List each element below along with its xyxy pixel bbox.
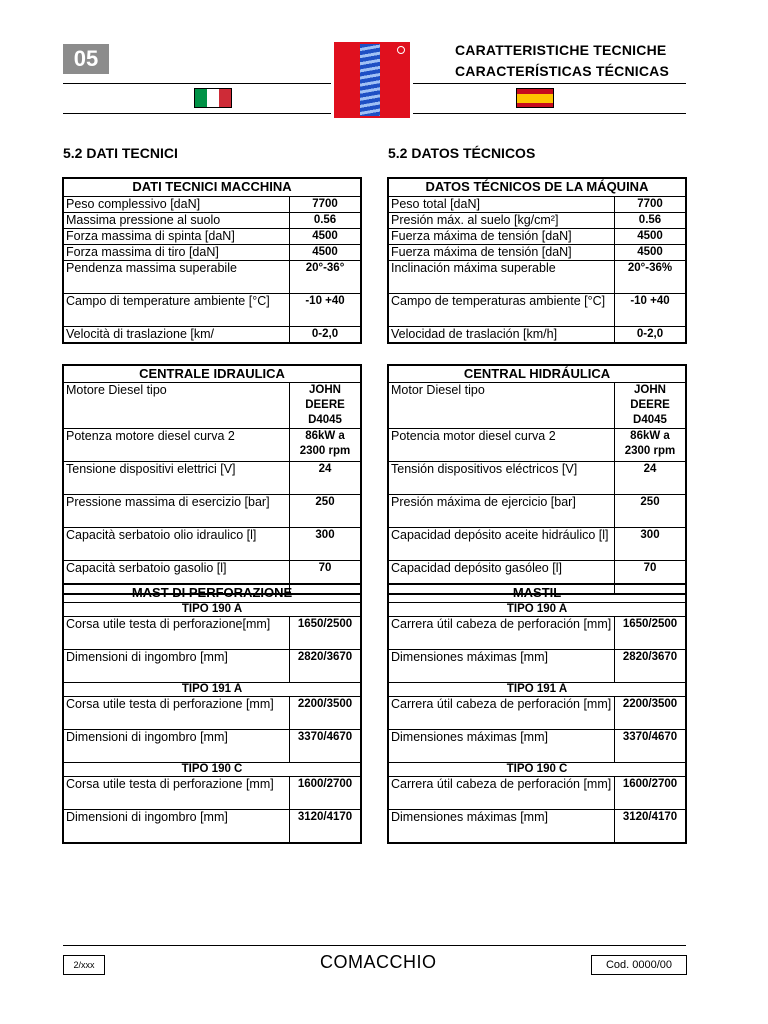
machine-table-it xyxy=(63,178,361,343)
spec-value: 2200/3500 xyxy=(290,697,361,730)
mast-table-title: MAST DI PERFORAZIONE xyxy=(64,585,361,603)
mast-spec-row xyxy=(389,810,686,843)
spec-label: Velocità di traslazione [km/ xyxy=(64,327,290,343)
spec-value: JOHN DEERE D4045 xyxy=(615,383,686,429)
spec-label: Presión máx. al suelo [kg/cm²] xyxy=(389,213,615,229)
machine-spec-row xyxy=(389,197,686,213)
spec-value: 70 xyxy=(615,561,686,594)
header-rule xyxy=(413,83,686,84)
machine-spec-row xyxy=(64,294,361,327)
mast-table-es xyxy=(388,584,686,843)
spec-value: 2200/3500 xyxy=(615,697,686,730)
mast-spec-row xyxy=(389,777,686,810)
spec-label: Pendenza massima superabile xyxy=(64,261,290,294)
mast-spec-row xyxy=(64,697,361,730)
mast-type-heading: TIPO 190 C xyxy=(389,763,686,777)
spec-label: Campo di temperature ambiente [°C] xyxy=(64,294,290,327)
section-heading-es: 5.2 DATOS TÉCNICOS xyxy=(388,145,536,161)
spec-label: Capacidad depósito aceite hidráulico [l] xyxy=(389,528,615,561)
mast-type-heading: TIPO 190 A xyxy=(389,603,686,617)
spec-label: Velocidad de traslación [km/h] xyxy=(389,327,615,343)
spec-value: 300 xyxy=(290,528,361,561)
spec-label: Capacidad depósito gasóleo [l] xyxy=(389,561,615,594)
spec-value: 70 xyxy=(290,561,361,594)
header-title-es: CARACTERÍSTICAS TÉCNICAS xyxy=(455,63,670,79)
spec-label: Peso complessivo [daN] xyxy=(64,197,290,213)
hydraulic-spec-row xyxy=(389,462,686,495)
spec-label: Campo de temperaturas ambiente [°C] xyxy=(389,294,615,327)
spec-label: Dimensioni di ingombro [mm] xyxy=(64,810,290,843)
spec-label: Corsa utile testa di perforazione [mm] xyxy=(64,777,290,810)
spec-label: Dimensiones máximas [mm] xyxy=(389,810,615,843)
spec-value: 0.56 xyxy=(615,213,686,229)
spec-value: 3370/4670 xyxy=(615,730,686,763)
machine-spec-row xyxy=(389,229,686,245)
spec-label: Carrera útil cabeza de perforación [mm] xyxy=(389,697,615,730)
spec-label: Capacità serbatoio gasolio [l] xyxy=(64,561,290,594)
hydraulic-spec-row xyxy=(389,383,686,429)
spec-label: Potencia motor diesel curva 2 xyxy=(389,429,615,462)
spec-value: 24 xyxy=(290,462,361,495)
spec-value: 3120/4170 xyxy=(615,810,686,843)
brand-logo xyxy=(334,42,410,118)
mast-type-heading: TIPO 190 A xyxy=(64,603,361,617)
hydraulic-table-title: CENTRAL HIDRÁULICA xyxy=(389,366,686,383)
spec-label: Corsa utile testa di perforazione [mm] xyxy=(64,697,290,730)
spec-label: Carrera útil cabeza de perforación [mm] xyxy=(389,777,615,810)
mast-spec-row xyxy=(389,697,686,730)
spec-value: 7700 xyxy=(615,197,686,213)
spec-label: Corsa utile testa di perforazione[mm] xyxy=(64,617,290,650)
spec-value: 4500 xyxy=(615,245,686,261)
machine-spec-row xyxy=(64,197,361,213)
machine-spec-row xyxy=(64,261,361,294)
hydraulic-spec-row xyxy=(64,429,361,462)
spec-value: JOHN DEERE D4045 xyxy=(290,383,361,429)
mast-spec-row xyxy=(64,730,361,763)
hydraulic-table-it xyxy=(63,365,361,594)
machine-spec-row xyxy=(389,245,686,261)
spec-label: Tensión dispositivos eléctricos [V] xyxy=(389,462,615,495)
hydraulic-table-title: CENTRALE IDRAULICA xyxy=(64,366,361,383)
spec-label: Fuerza máxima de tensión [daN] xyxy=(389,245,615,261)
header-rule xyxy=(63,113,331,114)
spec-label: Fuerza máxima de tensión [daN] xyxy=(389,229,615,245)
spec-label: Capacità serbatoio olio idraulico [l] xyxy=(64,528,290,561)
spec-value: -10 +40 xyxy=(290,294,361,327)
mast-spec-row xyxy=(389,617,686,650)
spec-label: Motor Diesel tipo xyxy=(389,383,615,429)
spec-label: Tensione dispositivi elettrici [V] xyxy=(64,462,290,495)
spec-value: 3120/4170 xyxy=(290,810,361,843)
machine-spec-row xyxy=(64,229,361,245)
spec-value: 4500 xyxy=(290,245,361,261)
spanish-flag-icon xyxy=(516,88,554,108)
machine-spec-row xyxy=(389,327,686,343)
spec-value: 2820/3670 xyxy=(615,650,686,683)
hydraulic-spec-row xyxy=(64,528,361,561)
spec-label: Motore Diesel tipo xyxy=(64,383,290,429)
mast-spec-row xyxy=(64,777,361,810)
machine-spec-row xyxy=(64,213,361,229)
spec-label: Presión máxima de ejercicio [bar] xyxy=(389,495,615,528)
spec-value: 1600/2700 xyxy=(615,777,686,810)
hydraulic-spec-row xyxy=(389,429,686,462)
spec-value: 20°-36% xyxy=(615,261,686,294)
hydraulic-spec-row xyxy=(64,383,361,429)
page-number: 2/xxx xyxy=(63,955,105,975)
mast-spec-row xyxy=(64,810,361,843)
hydraulic-spec-row xyxy=(64,495,361,528)
machine-spec-row xyxy=(64,245,361,261)
machine-table-title: DATOS TÉCNICOS DE LA MÁQUINA xyxy=(389,179,686,197)
header-rule xyxy=(63,83,331,84)
machine-spec-row xyxy=(64,327,361,343)
header-rule xyxy=(413,113,686,114)
hydraulic-table-es xyxy=(388,365,686,594)
mast-spec-row xyxy=(64,617,361,650)
spec-value: 1650/2500 xyxy=(615,617,686,650)
spec-value: 1650/2500 xyxy=(290,617,361,650)
footer-rule xyxy=(63,945,686,946)
document-code: Cod. 0000/00 xyxy=(591,955,687,975)
spec-label: Dimensiones máximas [mm] xyxy=(389,730,615,763)
spec-value: 4500 xyxy=(290,229,361,245)
machine-spec-row xyxy=(389,261,686,294)
mast-spec-row xyxy=(389,650,686,683)
machine-spec-row xyxy=(389,213,686,229)
spec-value: 3370/4670 xyxy=(290,730,361,763)
spec-label: Pressione massima di esercizio [bar] xyxy=(64,495,290,528)
spec-value: 24 xyxy=(615,462,686,495)
mast-type-heading: TIPO 190 C xyxy=(64,763,361,777)
section-heading-it: 5.2 DATI TECNICI xyxy=(63,145,178,161)
registered-mark-icon xyxy=(397,46,405,54)
spec-label: Forza massima di tiro [daN] xyxy=(64,245,290,261)
chapter-number: 05 xyxy=(63,44,109,74)
spec-value: 86kW a 2300 rpm xyxy=(615,429,686,462)
spec-value: 86kW a 2300 rpm xyxy=(290,429,361,462)
mast-table-it xyxy=(63,584,361,843)
spec-value: 20°-36° xyxy=(290,261,361,294)
machine-table-title: DATI TECNICI MACCHINA xyxy=(64,179,361,197)
spec-label: Massima pressione al suolo xyxy=(64,213,290,229)
spec-value: 250 xyxy=(615,495,686,528)
mast-spec-row xyxy=(389,730,686,763)
spec-value: 0-2,0 xyxy=(290,327,361,343)
italian-flag-icon xyxy=(194,88,232,108)
header-title-it: CARATTERISTICHE TECNICHE xyxy=(455,42,667,58)
spec-label: Peso total [daN] xyxy=(389,197,615,213)
spec-value: 250 xyxy=(290,495,361,528)
spec-value: 1600/2700 xyxy=(290,777,361,810)
spec-label: Dimensioni di ingombro [mm] xyxy=(64,650,290,683)
spec-value: 0-2,0 xyxy=(615,327,686,343)
spec-value: 7700 xyxy=(290,197,361,213)
spec-value: -10 +40 xyxy=(615,294,686,327)
spec-label: Dimensiones máximas [mm] xyxy=(389,650,615,683)
spec-label: Carrera útil cabeza de perforación [mm] xyxy=(389,617,615,650)
mast-type-heading: TIPO 191 A xyxy=(389,683,686,697)
spec-label: Forza massima di spinta [daN] xyxy=(64,229,290,245)
spec-label: Inclinación máxima superable xyxy=(389,261,615,294)
hydraulic-spec-row xyxy=(389,528,686,561)
machine-spec-row xyxy=(389,294,686,327)
mast-spec-row xyxy=(64,650,361,683)
spec-value: 0.56 xyxy=(290,213,361,229)
spec-value: 2820/3670 xyxy=(290,650,361,683)
spec-value: 300 xyxy=(615,528,686,561)
mast-table-title: MASTIL xyxy=(389,585,686,603)
hydraulic-spec-row xyxy=(389,495,686,528)
hydraulic-spec-row xyxy=(64,462,361,495)
machine-table-es xyxy=(388,178,686,343)
spring-icon xyxy=(360,44,380,116)
spec-value: 4500 xyxy=(615,229,686,245)
spec-label: Potenza motore diesel curva 2 xyxy=(64,429,290,462)
footer-brand: COMACCHIO xyxy=(320,952,437,972)
spec-label: Dimensioni di ingombro [mm] xyxy=(64,730,290,763)
mast-type-heading: TIPO 191 A xyxy=(64,683,361,697)
